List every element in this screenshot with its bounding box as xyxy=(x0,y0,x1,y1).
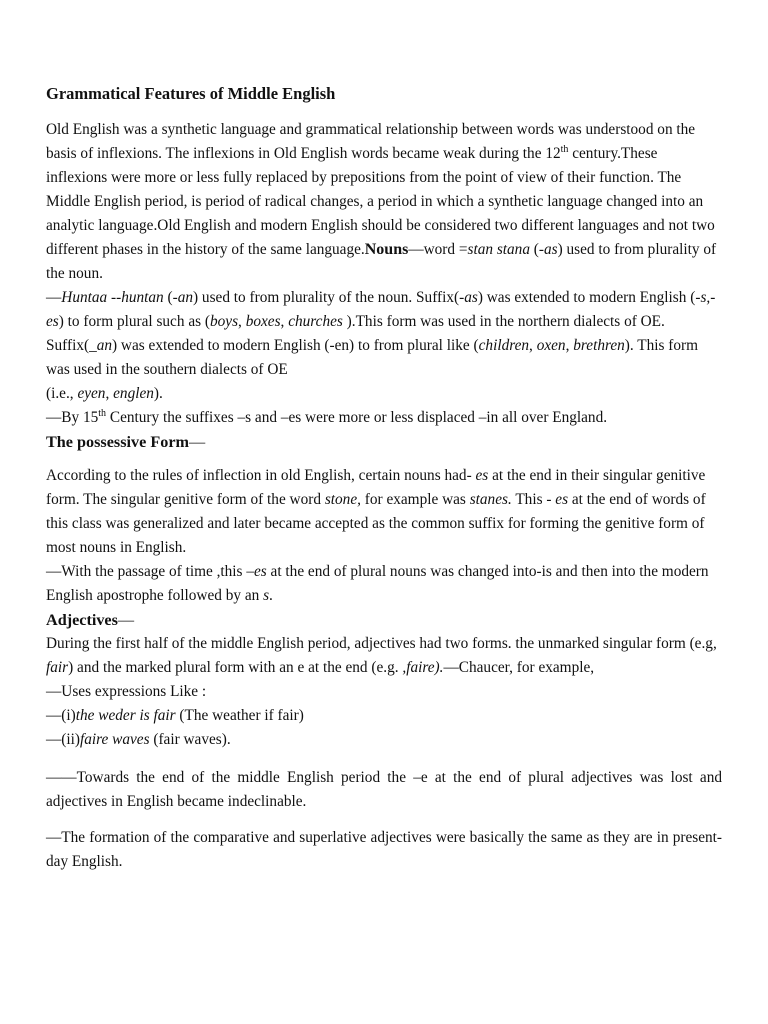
example-weder-is-fair: —(i)the weder is fair (The weather if fair) xyxy=(46,707,304,724)
paragraph-uses-expressions: —Uses expressions Like : xyxy=(46,683,207,700)
nouns-heading: Nouns xyxy=(364,241,409,258)
paragraph-ie-examples: (i.e., eyen, englen). xyxy=(46,385,163,402)
possessive-form-heading: The possessive Form— xyxy=(46,433,206,451)
paragraph-apostrophe: —With the passage of time ,this –es at the end of plural nouns was changed into-is and then into the modern English apostrophe followed by an s. xyxy=(46,563,709,604)
paragraph-old-english-nouns: Old English was a synthetic language and grammatical relationship between words was understood on the basis of inflexions. The inflexions in Old English words became weak during the 12th century.These inflexions were more or less fully replaced by prepositions from the point of view of their function. The Middle English period, is period of radical changes, a period in which a synthetic language changed into an analytic language.Old English and modern English should be considered two different languages and not two different phases in the history of the same language.Nouns—word =stan stana (-as) used to from plurality of the noun. xyxy=(46,121,717,282)
paragraph-indeclinable: ——Towards the end of the middle English period the –e at the end of plural adjectives was lost and adjectives in English became indeclinable. xyxy=(46,769,722,810)
paragraph-adjective-forms: During the first half of the middle English period, adjectives had two forms. the unmarked singular form (e.g, fair) and the marked plural form with an e at the end (e.g. ,faire).—Chaucer, for example, xyxy=(46,635,717,676)
document-title: Grammatical Features of Middle English xyxy=(46,84,336,103)
paragraph-comparative-superlative: —The formation of the comparative and superlative adjectives were basically the same as they are in present-day English. xyxy=(46,829,722,870)
paragraph-possessive-rules: According to the rules of inflection in old English, certain nouns had- es at the end in their singular genitive form. The singular genitive form of the word stone, for example was stanes. This - es at the end of words of this class was generalized and later became accepted as the common suffix for forming the genitive form of most nouns in English. xyxy=(46,467,706,556)
adjectives-heading: Adjectives— xyxy=(46,611,135,629)
example-faire-waves: —(ii)faire waves (fair waves). xyxy=(46,731,231,748)
paragraph-15th-century: —By 15th Century the suffixes –s and –es were more or less displaced –in all over England. xyxy=(46,407,608,426)
paragraph-huntaa: —Huntaa --huntan (-an) used to from plurality of the noun. Suffix(-as) was extended to modern English (-s,-es) to form plural such as (boys, boxes, churches ).This form was used in the northern dialects of OE. Suffix(_an) was extended to modern English (-en) to from plural like (children, oxen, brethren). This form was used in the southern dialects of OE xyxy=(46,289,716,378)
